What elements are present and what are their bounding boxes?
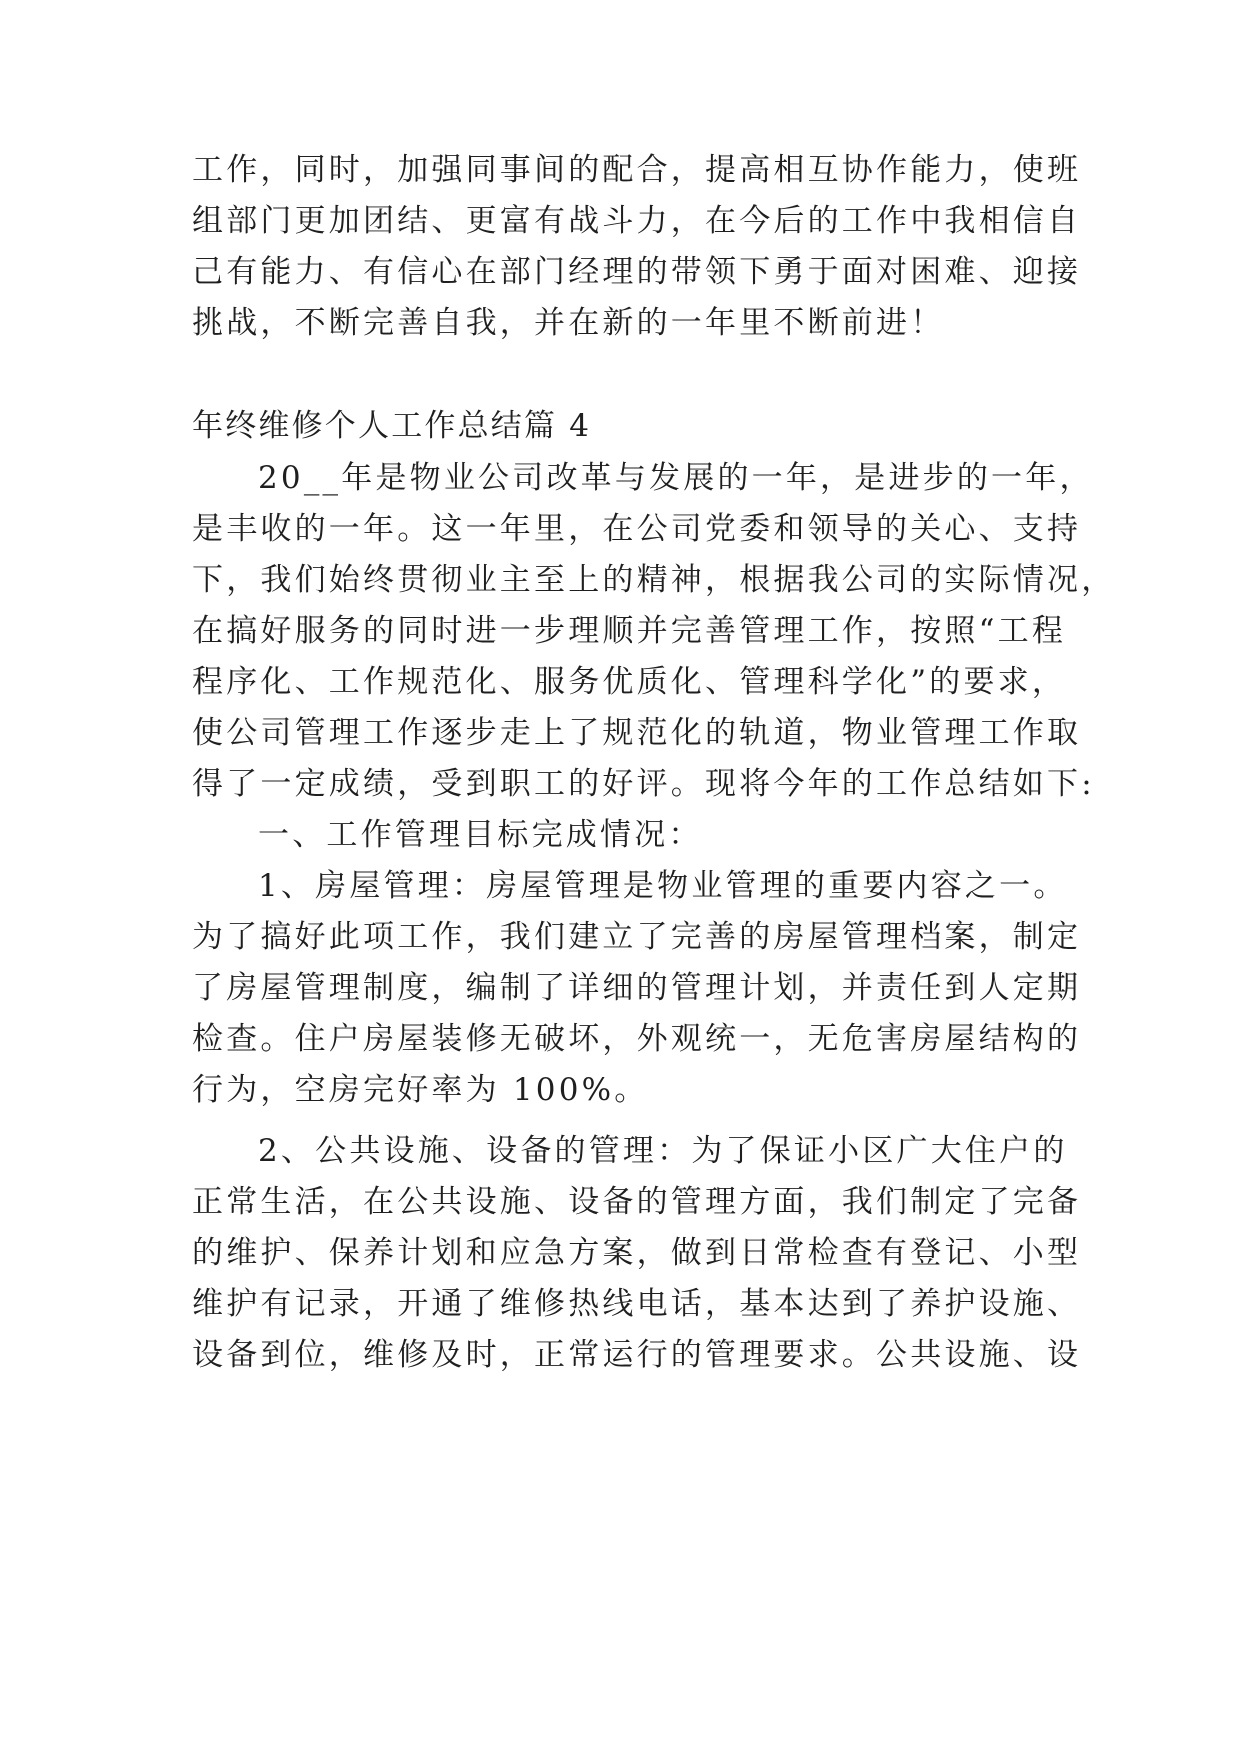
- paragraph-line: 设备到位，维修及时，正常运行的管理要求。公共设施、设: [192, 1337, 1082, 1373]
- paragraph-line: 20__年是物业公司改革与发展的一年，是进步的一年，: [258, 460, 1094, 496]
- paragraph-line: 检查。住户房屋装修无破坏，外观统一，无危害房屋结构的: [192, 1021, 1082, 1057]
- paragraph-line: 组部门更加团结、更富有战斗力，在今后的工作中我相信自: [192, 203, 1082, 239]
- paragraph-line: 程序化、工作规范化、服务优质化、管理科学化”的要求，: [192, 664, 1067, 700]
- paragraph-line: 正常生活，在公共设施、设备的管理方面，我们制定了完备: [192, 1184, 1082, 1220]
- paragraph-line: 1、房屋管理：房屋管理是物业管理的重要内容之一。: [258, 868, 1068, 904]
- paragraph-line: 工作，同时，加强同事间的配合，提高相互协作能力，使班: [192, 152, 1082, 188]
- section-heading: 年终维修个人工作总结篇 4: [192, 408, 592, 444]
- paragraph-line: 得了一定成绩，受到职工的好评。现将今年的工作总结如下:: [192, 766, 1095, 802]
- paragraph-line: 挑战，不断完善自我，并在新的一年里不断前进！: [192, 305, 945, 341]
- paragraph-line: 使公司管理工作逐步走上了规范化的轨道，物业管理工作取: [192, 715, 1082, 751]
- paragraph-line: 了房屋管理制度，编制了详细的管理计划，并责任到人定期: [192, 970, 1082, 1006]
- paragraph-line: 下，我们始终贯彻业主至上的精神，根据我公司的实际情况，: [192, 562, 1116, 598]
- paragraph-line: 在搞好服务的同时进一步理顺并完善管理工作，按照“工程: [192, 613, 1067, 649]
- paragraph-line: 维护有记录，开通了维修热线电话，基本达到了养护设施、: [192, 1286, 1082, 1322]
- paragraph-line: 行为，空房完好率为 100%。: [192, 1072, 649, 1108]
- paragraph-line: 的维护、保养计划和应急方案，做到日常检查有登记、小型: [192, 1235, 1082, 1271]
- paragraph-line: 是丰收的一年。这一年里，在公司党委和领导的关心、支持: [192, 511, 1082, 547]
- paragraph-line: 2、公共设施、设备的管理：为了保证小区广大住户的: [258, 1133, 1068, 1169]
- paragraph-line: 己有能力、有信心在部门经理的带领下勇于面对困难、迎接: [192, 254, 1082, 290]
- subsection-heading: 一、工作管理目标完成情况：: [258, 817, 703, 853]
- paragraph-line: 为了搞好此项工作，我们建立了完善的房屋管理档案，制定: [192, 919, 1082, 955]
